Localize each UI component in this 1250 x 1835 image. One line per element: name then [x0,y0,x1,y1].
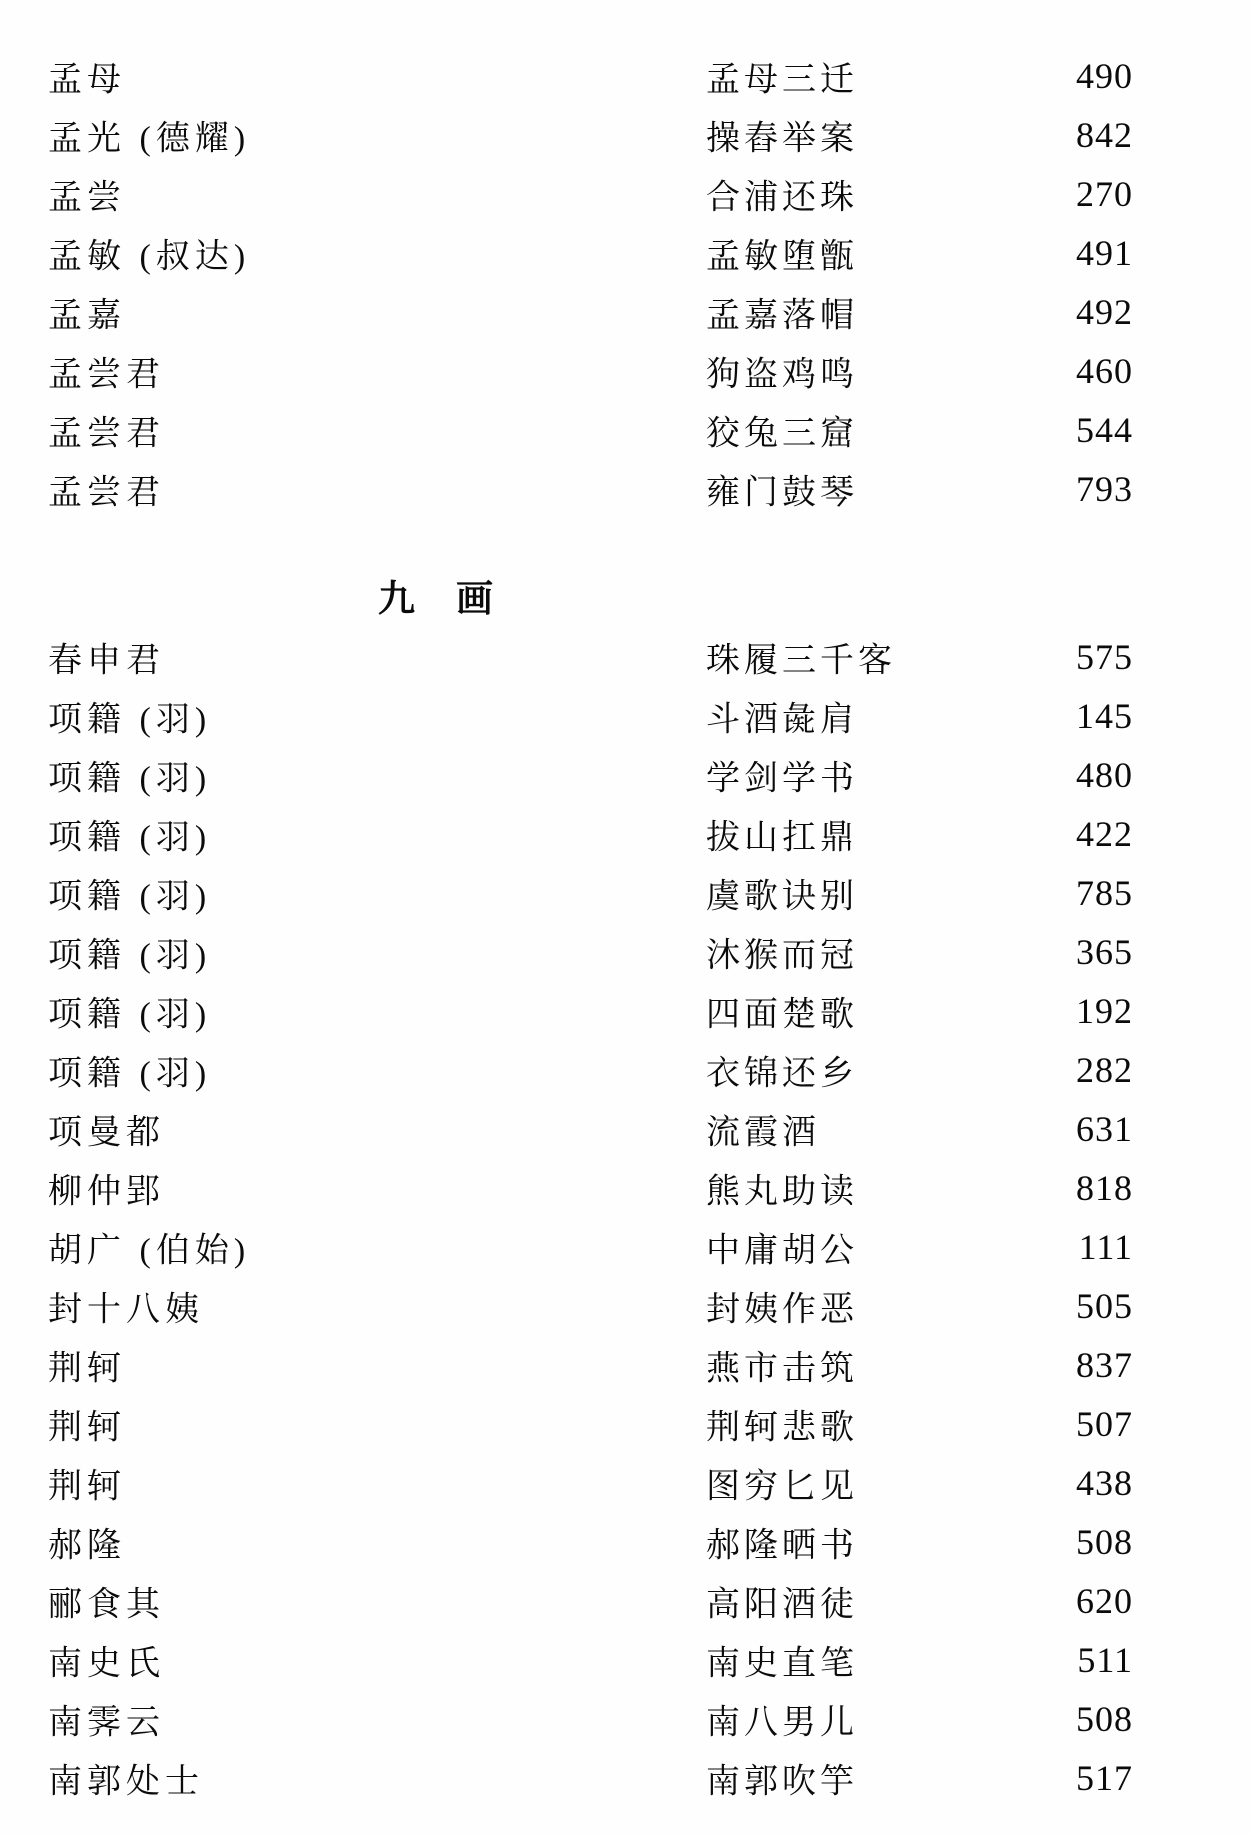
person-name: 项籍 (羽) [48,819,212,856]
index-section [0,46,1250,518]
index-row [0,1512,1250,1571]
index-row [0,282,1250,341]
idiom-title: 衣锦还乡 [706,1055,858,1092]
person-name: 孟嘉 [48,297,126,334]
page-number: 282 [1076,1049,1133,1090]
page-number: 507 [1076,1403,1133,1444]
person-name: 郦食其 [48,1586,165,1623]
index-row [0,1335,1250,1394]
page-number: 480 [1076,754,1133,795]
page-number: 508 [1076,1521,1133,1562]
index-row [0,922,1250,981]
page-number: 491 [1076,232,1133,273]
idiom-title: 燕市击筑 [706,1350,858,1387]
idiom-title: 图穷匕见 [706,1468,858,1505]
person-name: 孟敏 (叔达) [48,238,251,275]
page-number: 505 [1076,1285,1133,1326]
index-row [0,863,1250,922]
person-name: 南霁云 [48,1704,165,1741]
page-number: 575 [1076,636,1133,677]
person-name: 项籍 (羽) [48,760,212,797]
person-name: 项籍 (羽) [48,878,212,915]
person-name: 胡广 (伯始) [48,1232,251,1269]
person-name: 春申君 [48,642,165,679]
person-name: 郝隆 [48,1527,126,1564]
index-row [0,1099,1250,1158]
page-number: 145 [1076,695,1133,736]
page-number: 793 [1076,468,1133,509]
idiom-title: 虞歌诀别 [706,878,858,915]
index-row [0,1689,1250,1748]
person-name: 荆轲 [48,1468,126,1505]
person-name: 项籍 (羽) [48,937,212,974]
index-row [0,1630,1250,1689]
stroke-count-header-text: 九 画 [378,579,495,620]
person-name: 柳仲郢 [48,1173,165,1210]
person-name: 孟母 [48,61,126,98]
index-row [0,1158,1250,1217]
idiom-title: 雍门鼓琴 [706,474,858,511]
index-sections [0,46,1250,1807]
idiom-title: 南史直笔 [706,1645,858,1682]
idiom-title: 高阳酒徒 [706,1586,858,1623]
index-row [0,400,1250,459]
index-row [0,627,1250,686]
idiom-title: 中庸胡公 [706,1232,858,1269]
index-row [0,1394,1250,1453]
page-number: 508 [1076,1698,1133,1739]
index-row [0,745,1250,804]
person-name: 荆轲 [48,1409,126,1446]
idiom-title: 拔山扛鼎 [706,819,858,856]
page-number: 620 [1076,1580,1133,1621]
person-name: 南郭处士 [48,1763,204,1800]
idiom-title: 孟敏堕甑 [706,238,858,275]
page-number: 842 [1076,114,1133,155]
person-name: 孟尝君 [48,356,165,393]
index-row [0,686,1250,745]
index-row [0,1748,1250,1807]
page-number: 438 [1076,1462,1133,1503]
index-row [0,459,1250,518]
index-row [0,1217,1250,1276]
index-row [0,164,1250,223]
person-name: 项曼都 [48,1114,165,1151]
page-number: 837 [1076,1344,1133,1385]
idiom-title: 荆轲悲歌 [706,1409,858,1446]
idiom-title: 郝隆晒书 [706,1527,858,1564]
index-row [0,1276,1250,1335]
person-name: 项籍 (羽) [48,701,212,738]
person-name: 项籍 (羽) [48,996,212,1033]
page-number: 422 [1076,813,1133,854]
person-name: 南史氏 [48,1645,165,1682]
page-number: 818 [1076,1167,1133,1208]
idiom-title: 南八男儿 [706,1704,858,1741]
page-number: 631 [1076,1108,1133,1149]
index-row [0,105,1250,164]
idiom-title: 学剑学书 [706,760,858,797]
person-name: 孟尝君 [48,474,165,511]
page-number: 544 [1076,409,1133,450]
idiom-title: 珠履三千客 [706,642,896,679]
idiom-title: 沐猴而冠 [706,937,858,974]
idiom-title: 操舂举案 [706,120,858,157]
page-number: 365 [1076,931,1133,972]
page-number: 192 [1076,990,1133,1031]
page-number: 511 [1077,1639,1133,1680]
person-name: 项籍 (羽) [48,1055,212,1092]
index-row [0,804,1250,863]
index-row [0,1040,1250,1099]
page-number: 492 [1076,291,1133,332]
idiom-title: 流霞酒 [706,1114,820,1151]
idiom-title: 南郭吹竽 [706,1763,858,1800]
person-name: 孟光 (德耀) [48,120,251,157]
page-number: 111 [1078,1226,1133,1267]
idiom-title: 熊丸助读 [706,1173,858,1210]
person-name: 孟尝 [48,179,126,216]
page-number: 490 [1076,55,1133,96]
index-row [0,1571,1250,1630]
page-number: 785 [1076,872,1133,913]
index-row [0,223,1250,282]
index-row [0,981,1250,1040]
stroke-count-header [0,563,1250,627]
page-number: 460 [1076,350,1133,391]
idiom-title: 斗酒彘肩 [706,701,858,738]
page-number: 517 [1076,1757,1133,1798]
index-section [0,563,1250,1807]
idiom-title: 合浦还珠 [706,179,858,216]
index-row [0,341,1250,400]
index-row [0,1453,1250,1512]
index-row [0,46,1250,105]
idiom-title: 狗盗鸡鸣 [706,356,858,393]
idiom-title: 孟母三迁 [706,61,858,98]
idiom-title: 孟嘉落帽 [706,297,858,334]
idiom-title: 四面楚歌 [706,996,858,1033]
idiom-title: 狡兔三窟 [706,415,858,452]
person-name: 孟尝君 [48,415,165,452]
person-name: 封十八姨 [48,1291,204,1328]
page-number: 270 [1076,173,1133,214]
person-name: 荆轲 [48,1350,126,1387]
idiom-title: 封姨作恶 [706,1291,858,1328]
